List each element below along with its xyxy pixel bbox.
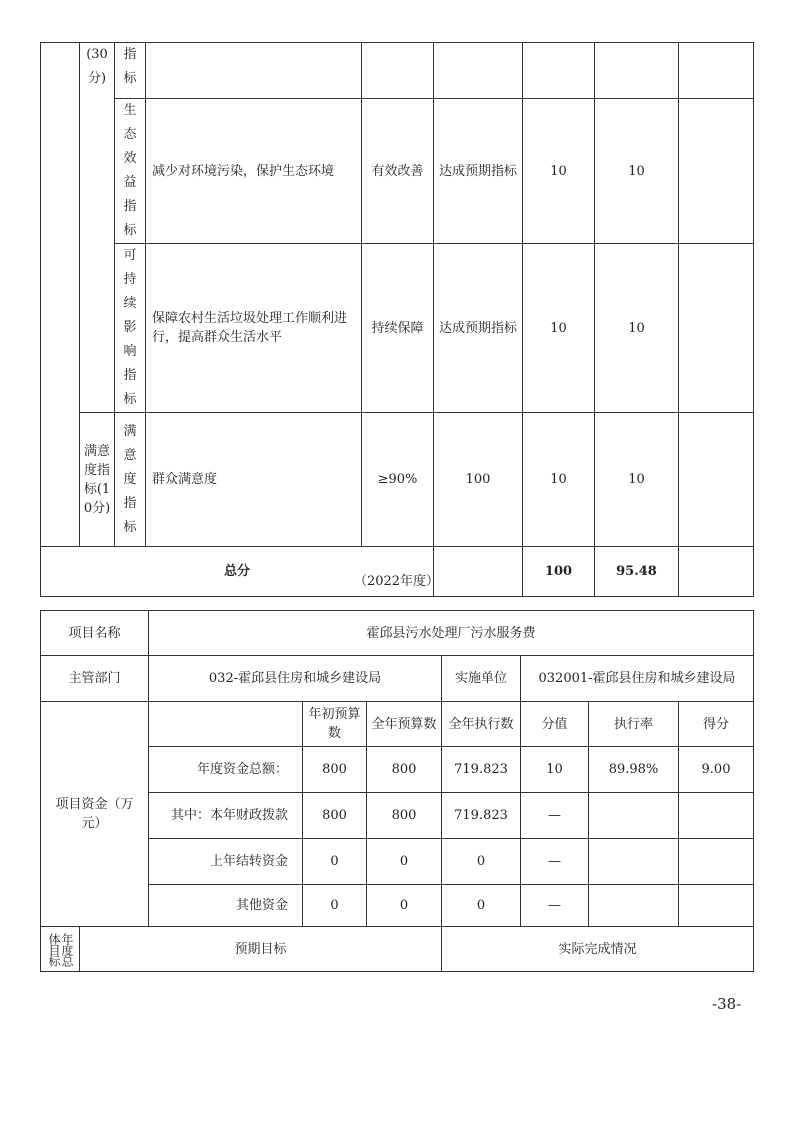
- year-caption: （2022年度）: [353, 574, 440, 589]
- table-row: [41, 702, 754, 747]
- table-cell: 719.823: [442, 793, 521, 839]
- table-cell: 全年预算数: [367, 702, 442, 747]
- table-row: [41, 413, 754, 547]
- table-cell: 800: [303, 793, 367, 839]
- table-cell: 100: [434, 413, 523, 547]
- table-cell: 指标: [115, 43, 146, 99]
- table-cell: 分值: [521, 702, 589, 747]
- table-cell: [434, 43, 523, 99]
- table-cell: 全年执行数: [442, 702, 521, 747]
- table-cell: [679, 839, 754, 885]
- table-cell: 有效改善: [362, 99, 434, 244]
- table-cell: [679, 43, 754, 99]
- table-cell: [589, 793, 679, 839]
- table-cell: 032001-霍邱县住房和城乡建设局: [521, 656, 754, 702]
- table-cell: [589, 839, 679, 885]
- table-cell: 719.823: [442, 747, 521, 793]
- page-number: -38-: [712, 995, 742, 1013]
- table-cell: 可持续影响指标: [115, 244, 146, 413]
- table-cell: [149, 702, 303, 747]
- table-cell: 年度总体目标: [41, 927, 80, 972]
- table-cell: 800: [367, 793, 442, 839]
- table-cell: 项目资金（万元）: [41, 702, 149, 927]
- table-cell: [41, 43, 80, 547]
- table-cell: 0: [303, 839, 367, 885]
- table-cell: [679, 885, 754, 927]
- table-cell: [362, 43, 434, 99]
- table-cell: 上年结转资金: [149, 839, 303, 885]
- table-cell: 800: [367, 747, 442, 793]
- table-cell: 0: [442, 839, 521, 885]
- table-cell: 10: [521, 747, 589, 793]
- table-cell: 减少对环境污染，保护生态环境: [146, 99, 362, 244]
- table-cell: 群众满意度: [146, 413, 362, 547]
- table-cell: 霍邱县污水处理厂污水服务费: [149, 611, 754, 656]
- table-cell: 达成预期指标: [434, 244, 523, 413]
- table-cell: [595, 43, 679, 99]
- table-cell: 满意度指标: [115, 413, 146, 547]
- table-cell: 年初预算数: [303, 702, 367, 747]
- table-cell: —: [521, 885, 589, 927]
- table-cell: [146, 43, 362, 99]
- table-cell: 主管部门: [41, 656, 149, 702]
- table-cell: [679, 244, 754, 413]
- table-cell: 10: [523, 99, 595, 244]
- table-row: [41, 244, 754, 413]
- table-cell: 10: [523, 244, 595, 413]
- table-cell: 10: [595, 99, 679, 244]
- table-cell: 0: [367, 839, 442, 885]
- table-cell: 持续保障: [362, 244, 434, 413]
- table-cell: 9.00: [679, 747, 754, 793]
- table-cell: 10: [595, 244, 679, 413]
- table-cell: [679, 99, 754, 244]
- table-cell: 0: [442, 885, 521, 927]
- table-row: [41, 99, 754, 244]
- table-row: [41, 43, 754, 99]
- table-cell: 得分: [679, 702, 754, 747]
- table-cell: ≥90%: [362, 413, 434, 547]
- table-cell: 预期目标: [80, 927, 442, 972]
- table-cell: [523, 43, 595, 99]
- table-cell: —: [521, 839, 589, 885]
- table-cell: 保障农村生活垃圾处理工作顺利进行，提高群众生活水平: [146, 244, 362, 413]
- table-cell: 0: [367, 885, 442, 927]
- table-cell: 032-霍邱县住房和城乡建设局: [149, 656, 442, 702]
- table-cell: (30分): [80, 43, 115, 413]
- performance-indicator-table: [40, 42, 754, 597]
- table-cell: [589, 885, 679, 927]
- table-row: [41, 656, 754, 702]
- table-row: [41, 611, 754, 656]
- table-cell: 项目名称: [41, 611, 149, 656]
- table-cell: 满意度指标(10分): [80, 413, 115, 547]
- table-cell: 其中：本年财政拨款: [149, 793, 303, 839]
- table-cell: 达成预期指标: [434, 99, 523, 244]
- table-cell: 95.48: [595, 547, 679, 597]
- table-cell: 其他资金: [149, 885, 303, 927]
- table-cell: 生态效益指标: [115, 99, 146, 244]
- table-cell: 89.98%: [589, 747, 679, 793]
- table-cell: 0: [303, 885, 367, 927]
- table-cell: [679, 413, 754, 547]
- project-fund-table: [40, 610, 754, 972]
- table-cell: 800: [303, 747, 367, 793]
- table-cell: 总分: [41, 547, 434, 597]
- table-cell: 实施单位: [442, 656, 521, 702]
- table-cell: 100: [523, 547, 595, 597]
- table-cell: 执行率: [589, 702, 679, 747]
- table-cell: 年度资金总额：: [149, 747, 303, 793]
- table-cell: 10: [595, 413, 679, 547]
- table-row: [41, 927, 754, 972]
- table-cell: —: [521, 793, 589, 839]
- table-cell: [679, 793, 754, 839]
- table-cell: 10: [523, 413, 595, 547]
- table-cell: 实际完成情况: [442, 927, 754, 972]
